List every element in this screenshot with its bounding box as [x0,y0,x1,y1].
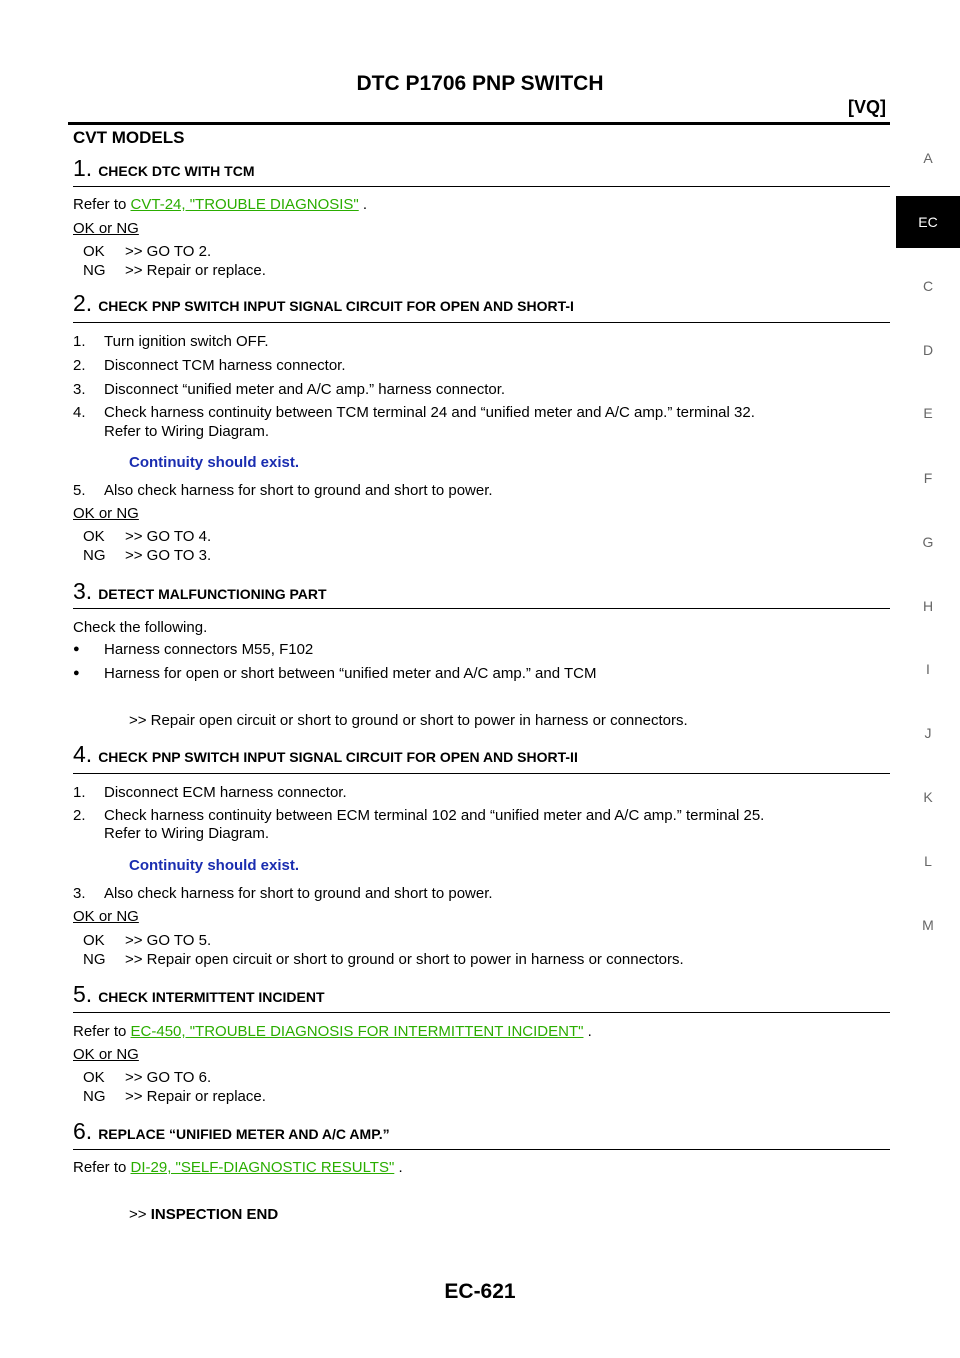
step-6-refer: Refer to DI-29, "SELF-DIAGNOSTIC RESULTS" . [73,1159,403,1176]
page-title: DTC P1706 PNP SWITCH [356,72,604,95]
tab-d[interactable]: D [922,342,934,358]
step-3-rule [73,608,890,609]
step-4-item-2: 2. Check harness continuity between ECM terminal 102 and “unified meter and A/C amp.” terminal 25. [73,807,765,824]
tab-i[interactable]: I [926,661,930,677]
step-5-rule [73,1012,890,1013]
tab-ec[interactable]: EC [896,196,960,248]
tab-a[interactable]: A [923,150,933,166]
step-2-item-5: 5. Also check harness for short to ground and short to power. [73,482,493,499]
step-4-title: 4. CHECK PNP SWITCH INPUT SIGNAL CIRCUIT FOR OPEN AND SHORT-II [73,741,578,767]
step-4-item-1: 1. Disconnect ECM harness connector. [73,784,347,801]
step-3-bullet-1: ● Harness connectors M55, F102 [73,641,314,658]
page-number: EC-621 [444,1280,516,1303]
step-2-item-3: 3. Disconnect “unified meter and A/C amp.” harness connector. [73,381,506,398]
step-6-result: >> INSPECTION END [129,1206,279,1223]
header-rule [68,122,890,125]
step-2-ng: NG >> GO TO 3. [83,547,212,564]
step-5-refer: Refer to EC-450, "TROUBLE DIAGNOSIS FOR INTERMITTENT INCIDENT" . [73,1023,592,1040]
step-1-ok: OK >> GO TO 2. [83,243,212,260]
step-4-spec: Continuity should exist. [129,857,300,874]
step-5-title: 5. CHECK INTERMITTENT INCIDENT [73,981,325,1007]
tab-f[interactable]: F [923,470,933,486]
step-4-wiring-ref: Refer to Wiring Diagram. [104,825,270,842]
step-5-ok: OK >> GO TO 6. [83,1069,212,1086]
step-1-refer: Refer to CVT-24, "TROUBLE DIAGNOSIS" . [73,196,368,213]
step-3-intro: Check the following. [73,619,208,636]
tab-c[interactable]: C [922,278,934,294]
step-1-ng: NG >> Repair or replace. [83,262,266,279]
step-2-item-1: 1. Turn ignition switch OFF. [73,333,269,350]
step-4-item-3: 3. Also check harness for short to ground and short to power. [73,885,493,902]
step-2-rule [73,322,890,323]
tab-g[interactable]: G [922,534,934,550]
tab-l[interactable]: L [924,853,932,869]
step-2-item-2: 2. Disconnect TCM harness connector. [73,357,346,374]
step-1-rule [73,186,890,187]
tab-m[interactable]: M [922,917,934,933]
step-4-rule [73,773,890,774]
ok-or-ng-label: OK or NG [73,220,139,237]
section-heading: CVT MODELS [73,128,185,147]
ok-or-ng-label: OK or NG [73,505,139,522]
step-2-spec: Continuity should exist. [129,454,300,471]
tab-h[interactable]: H [922,598,934,614]
tab-e[interactable]: E [923,405,933,421]
step-1-title: 1. CHECK DTC WITH TCM [73,155,255,181]
step-6-title: 6. REPLACE “UNIFIED METER AND A/C AMP.” [73,1118,390,1144]
tab-j[interactable]: J [924,725,932,741]
ok-or-ng-label: OK or NG [73,1046,139,1063]
ok-or-ng-label: OK or NG [73,908,139,925]
step-4-ok: OK >> GO TO 5. [83,932,212,949]
link-cvt-24[interactable]: CVT-24, "TROUBLE DIAGNOSIS" [130,196,359,213]
link-ec-450[interactable]: EC-450, "TROUBLE DIAGNOSIS FOR INTERMITTENT INCIDENT" [130,1023,584,1040]
step-2-item-4: 4. Check harness continuity between TCM terminal 24 and “unified meter and A/C amp.” terminal 32. [73,404,755,421]
tab-k[interactable]: K [923,789,933,805]
step-3-title: 3. DETECT MALFUNCTIONING PART [73,578,327,604]
link-di-29[interactable]: DI-29, "SELF-DIAGNOSTIC RESULTS" [130,1159,395,1176]
step-5-ng: NG >> Repair or replace. [83,1088,266,1105]
step-2-wiring-ref: Refer to Wiring Diagram. [104,423,270,440]
step-2-ok: OK >> GO TO 4. [83,528,212,545]
step-4-ng: NG >> Repair open circuit or short to ground or short to power in harness or connectors. [83,951,684,968]
engine-variant: [VQ] [848,97,886,117]
step-2-title: 2. CHECK PNP SWITCH INPUT SIGNAL CIRCUIT FOR OPEN AND SHORT-I [73,290,574,316]
step-3-bullet-2: ● Harness for open or short between “unified meter and A/C amp.” and TCM [73,665,597,682]
step-6-rule [73,1149,890,1150]
step-3-result: >> Repair open circuit or short to ground or short to power in harness or connectors. [129,712,688,729]
